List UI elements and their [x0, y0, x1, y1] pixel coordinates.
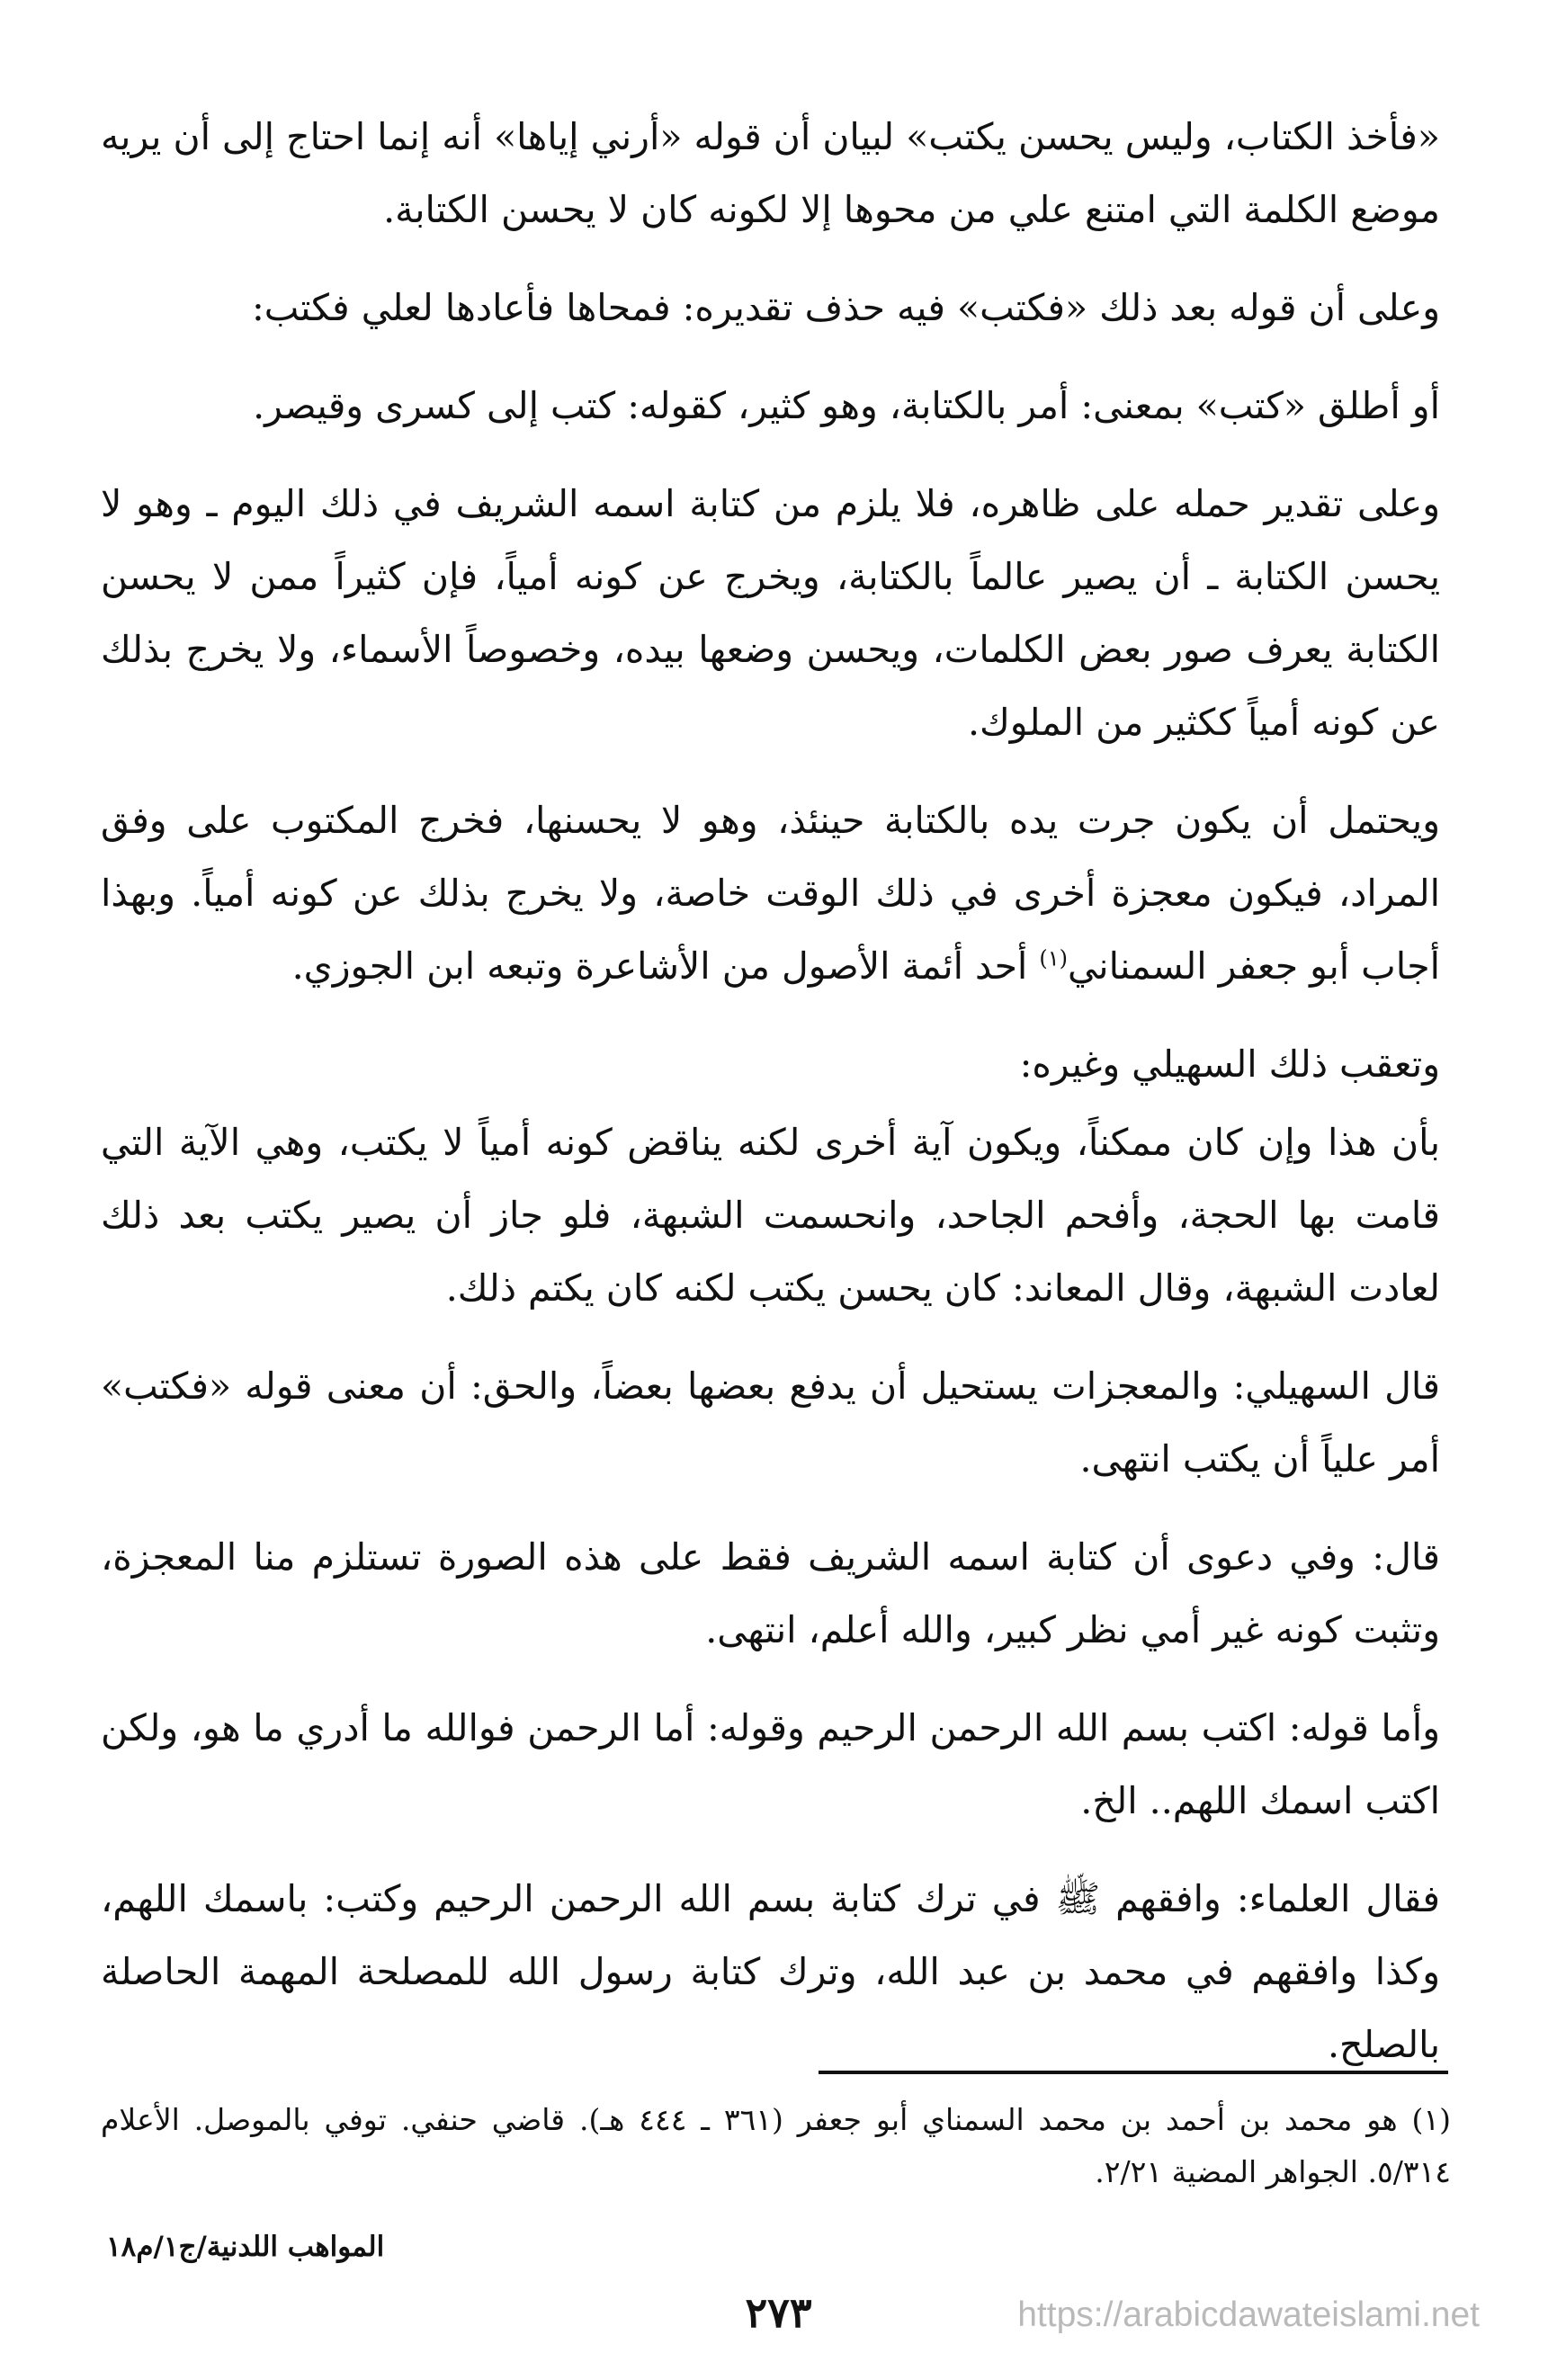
- paragraph-10: وأما قوله: اكتب بسم الله الرحمن الرحيم وقوله: أما الرحمن فوالله ما أدري ما هو، ولكن اكتب اسمك اللهم.. الخ.: [101, 1706, 1440, 1822]
- footnote-marker: (١): [1039, 945, 1068, 971]
- paragraph-2: وعلى أن قوله بعد ذلك «فكتب» فيه حذف تقديره: فمحاها فأعادها لعلي فكتب:: [251, 286, 1440, 329]
- paragraph-8: قال السهيلي: والمعجزات يستحيل أن يدفع بعضها بعضاً، والحق: أن معنى قوله «فكتب» أمر علياً أن يكتب انتهى.: [101, 1364, 1440, 1481]
- main-text: [101, 101, 1440, 2107]
- paragraph-5: ويحتمل أن يكون جرت يده بالكتابة حينئذ، وهو لا يحسنها، فخرج المكتوب على وفق المراد، فيكون معجزة أخرى في ذلك الوقت خاصة، ولا يخرج بذلك عن كونه أمياً. وبهذا أجاب أبو جعفر السمناني$^{(١)}$ أحد أئمة الأصول من الأشاعرة وتبعه ابن الجوزي.: [101, 799, 1440, 988]
- paragraph-3: أو أطلق «كتب» بمعنى: أمر بالكتابة، وهو كثير، كقوله: كتب إلى كسرى وقيصر.: [253, 384, 1440, 427]
- footnote-divider: [819, 2071, 1448, 2074]
- paragraph-11: فقال العلماء: وافقهم ﷺ في ترك كتابة بسم الله الرحمن الرحيم وكتب: باسمك اللهم، وكذا وافقهم في محمد بن عبد الله، وترك كتابة رسول الله للمصلحة المهمة الحاصلة بالصلح.: [101, 1877, 1440, 2066]
- paragraph-1: «فأخذ الكتاب، وليس يحسن يكتب» لبيان أن قوله «أرني إياها» أنه إنما احتاج إلى أن يريه موضع الكلمة التي امتنع علي من محوها إلا لكونه كان لا يحسن الكتابة.: [101, 115, 1440, 231]
- paragraph-4: وعلى تقدير حمله على ظاهره، فلا يلزم من كتابة اسمه الشريف في ذلك اليوم ـ وهو لا يحسن الكتابة ـ أن يصير عالماً بالكتابة، ويخرج عن كونه أمياً، فإن كثيراً ممن لا يحسن الكتابة يعرف صور بعض الكلمات، ويحسن وضعها بيده، وخصوصاً الأسماء، ولا يخرج بذلك عن كونه أمياً ككثير من الملوك.: [101, 482, 1440, 744]
- footnotes: [101, 2094, 1451, 2198]
- paragraph-9: قال: وفي دعوى أن كتابة اسمه الشريف فقط على هذه الصورة تستلزم منا المعجزة، وتثبت كونه غير أمي نظر كبير، والله أعلم، انتهى.: [101, 1535, 1440, 1651]
- watermark-url: https://arabicdawateislami.net: [1017, 2295, 1480, 2334]
- book-signature: المواهب اللدنية/ج١/م١٨: [106, 2231, 385, 2263]
- paragraph-6: وتعقب ذلك السهيلي وغيره:: [1019, 1042, 1440, 1086]
- footnote-1: (١) هو محمد بن أحمد بن محمد السمناي أبو جعفر (٣٦١ ـ ٤٤٤ هـ). قاضي حنفي. توفي بالموصل. الأعلام ٥/٣١٤. الجواهر المضية ٢/٢١.: [101, 2102, 1451, 2189]
- page-number: ٢٧٣: [745, 2288, 812, 2337]
- paragraph-7: بأن هذا وإن كان ممكناً، ويكون آية أخرى لكنه يناقض كونه أمياً لا يكتب، وهي الآية التي قامت بها الحجة، وأفحم الجاحد، وانحسمت الشبهة، فلو جاز أن يصير يكتب بعد ذلك لعادت الشبهة، وقال المعاند: كان يحسن يكتب لكنه كان يكتم ذلك.: [101, 1121, 1440, 1310]
